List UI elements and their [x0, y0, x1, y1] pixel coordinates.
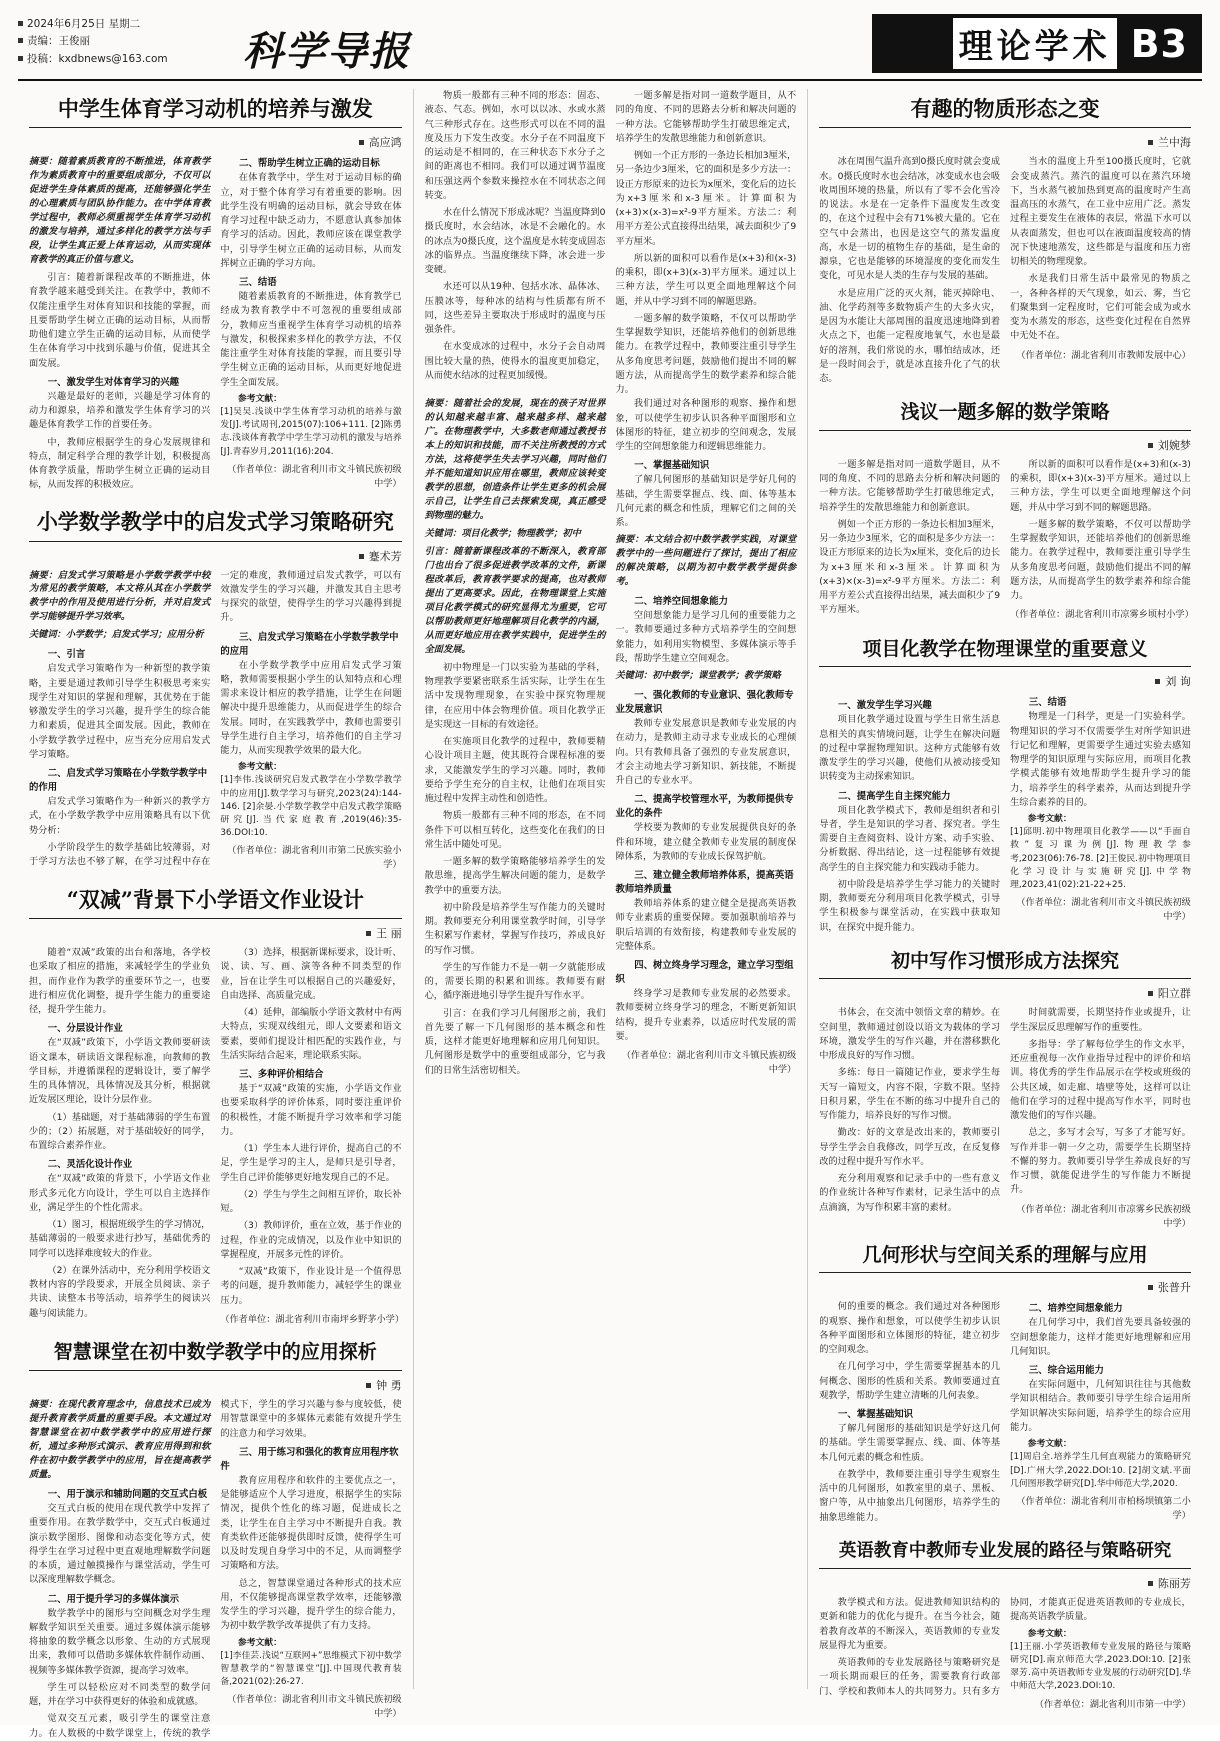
subheading: 一、分层设计作业	[47, 1023, 123, 1035]
intro-keywords: 引言：随着新课程改革的不断深入，教育部门也出台了很多促进教学改革的文件，新课程改革后，教育教学要求的提高，也对教师提出了更高要求。因此，在物理课堂上实施项目化教学模式的研究显得尤为重要，它可以帮助教师更好地理解项目化教学的内涵，从而更好地应用在教学实践中，促进学生的全面发展。	[424, 546, 606, 655]
paragraph: 在几何学习中，我们首先要具备较强的空间想象能力，这样才能更好地理解和应用几何知识。	[1010, 1317, 1191, 1357]
article-geometry-space	[819, 1243, 1191, 1527]
section-code: B3	[1130, 21, 1188, 66]
column-3	[807, 89, 1202, 1710]
paragraph: 我们通过对各种图形的观察、操作和想象，可以使学生初步认识各种平面图形和立体图形的特征，建立初步的空间观念，发展学生的空间想象能力和逻辑思维能力。	[615, 398, 797, 452]
paragraph: 时间就需要，长期坚持作业或提升，让学生深层反思理解写作的重要性。	[1010, 1007, 1191, 1033]
paragraph: 学生可以轻松应对不同类型的数学问题，并在学习中获得更好的体验和成就感。	[29, 1681, 211, 1708]
bullet-icon	[1148, 140, 1153, 145]
paragraph: 随着“双减”政策的出台和落地，各学校也采取了相应的措施，来减轻学生的学业负担，而作业作为教学的重要环节之一，也要进行相应优化调整，提升学生能力的重要途径，提升学生能力。	[29, 947, 211, 1016]
abstract: 摘要：本文结合初中数学教学实践，对课堂教学中的一些问题进行了探讨，提出了相应的解决策略，以期为初中数学教学提供参考。	[615, 534, 797, 588]
author-name: 王 丽	[376, 927, 402, 941]
affiliation: （作者单位：湖北省利川市文斗镇民族初级中学）	[227, 463, 402, 489]
paragraph: 引言：随着新课程改革的不断推进，体育教学越来越受到关注。在教学中，教师不仅能注重学生对体育知识和技能的掌握，而且要帮助学生树立正确的运动目标，从而帮助他们建立学生正确的运动目标，从而使学生在体育学习中找到乐趣与价值，促进其全面发展。	[29, 272, 211, 369]
references-body: [1]吴吴.浅谈中学生体育学习动机的培养与激发[J].考试周刊,2015(07):106+111. [2]陈勇志.浅谈体育教学中学生学习动机的激发与培养[J].青春岁月,2011(16):204.	[220, 406, 402, 457]
paragraph: 在“双减”政策下，小学语文教师要研读语文课本，研读语文课程标准，向教师的教学目标，并遵循课程的逻辑设计，要了解学生的具体情况，具体情况及其分析，根据就近发展区理论，设计分层作业。	[29, 1037, 211, 1106]
paragraph: 总之，智慧课堂通过各种形式的技术应用，不仅能够提高课堂教学效率，还能够激发学生的学习兴趣，提升学生的综合能力，为初中数学教学改革提供了有力支持。	[220, 1577, 402, 1632]
paragraph: 教师专业发展意识是教师专业发展的内在动力，是教师主动寻求专业成长的心理倾向。只有教师具备了强烈的专业发展意识，才会主动地去学习新知识、新技能，不断提升自己的专业水平。	[615, 718, 797, 787]
paragraph: （2）学生与学生之间相互评价，取长补短。	[220, 1188, 402, 1215]
byline	[819, 1575, 1191, 1591]
paragraph: 冰在周围气温升高到0摄氏度时就会变成水。0摄氏度时水也会结冰，冰变成水也会吸收周围环境的热量，所以有了零不会化雪冷的说法。水是在一定条件下温度发生改变的，在这个过程中会有71%被大量的。它在空气中会蒸出，也因是这空气的蒸发温度高，水是一切的植物生存的基础，是生命的源泉，它也是能够的环境湿度的变化而发生变化，可见水是人类的生存与发展的基础。	[819, 156, 1001, 282]
author-name: 刘 询	[1165, 675, 1191, 689]
affiliation: （作者单位：湖北省利川市凉雾乡民族初级中学）	[1016, 1203, 1191, 1229]
author-name: 蹇术芳	[368, 549, 402, 563]
subheading: 二、帮助学生树立正确的运动目标	[239, 158, 380, 170]
references-body: [1]邱明.初中物理项目化教学——以“手面自救”复习课为例[J].物理教学参考,2023(06):76-78. [2]王俊民.初中物理项目化学习设计与实施研究[J].中学物理,2023,41(02):21-22+25.	[1010, 827, 1191, 890]
references	[220, 1637, 401, 1690]
paragraph: 中，教师应根据学生的身心发展规律和特点，制定科学合理的教学计划，积极提高体育教学质量，帮助学生树立正确的运动目标，从而发挥的积极效应。	[29, 436, 211, 491]
references-title: 参考文献：	[237, 1637, 282, 1648]
paragraph: 一题多解的数学策略，不仅可以帮助学生掌握数学知识，还能培养他们的创新思维能力。在教学过程中，教师要注重引导学生从多角度思考问题，鼓励他们提出不同的解题方法，从而提高学生的数学素养和综合能力。	[615, 312, 797, 395]
abstract: 摘要：在现代教育理念中，信息技术已成为提升教育教学质量的重要手段。本文通过对智慧课堂在初中数学教学中的应用进行探析，通过多种形式演示、教育应用得到和软件在初中数学教学中的应用，旨在提高教学质量。	[29, 1399, 211, 1481]
paragraph: 在实际问题中，几何知识往往与其他数学知识相结合。教师要引导学生综合运用所学知识解决实际问题，培养学生的综合应用能力。	[1010, 1379, 1191, 1433]
references-body: [1]王丽.小学英语教师专业发展的路径与策略研究[D].南京师范大学,2023.DOI:10. [2]张翠芳.高中英语教师专业发展的行动研究[D].华中师范大学,2023.DOI:10.	[1010, 1641, 1191, 1692]
paragraph: 一题多解是指对同一道数学题目，从不同的角度、不同的思路去分析和解决问题的一种方法。它能够帮助学生打破思维定式，培养学生的发散思维能力和创新意识。	[615, 90, 797, 144]
headline: 小学数学教学中的启发式学习策略研究	[36, 509, 394, 535]
headline: 浅议一题多解的数学策略	[900, 401, 1110, 424]
byline	[29, 925, 402, 941]
article-column2-top	[425, 89, 797, 1080]
paragraph: 觉双交互元素，吸引学生的课堂注意力。在人数极的中数学课堂上，传统的教学模式下，学生的学习兴趣与参与度较低，使用智慧课堂中的多媒体元素能有效提升学生的注意力和学习效果。	[29, 1399, 402, 1739]
bullet-icon	[1155, 679, 1160, 684]
paragraph: 初中阶段是培养学生写作能力的关键时期。教师要充分利用课堂教学时间，引导学生积累写作素材，掌握写作技巧，养成良好的写作习惯。	[424, 901, 606, 956]
author-name: 高应鸿	[368, 136, 402, 150]
affiliation: （作者单位：湖北省利川市文斗镇民族初级中学）	[227, 1694, 402, 1720]
masthead	[18, 14, 1202, 81]
content-columns	[18, 89, 1202, 1739]
affiliation: （作者单位：湖北省利川市柏杨坝镇第二小学）	[1016, 1495, 1191, 1521]
subheading: 三、建立健全教师培养体系，提高英语教师培养质量	[615, 870, 794, 896]
subheading: 一、引言	[47, 649, 86, 661]
masthead-logo	[233, 14, 872, 75]
references-title: 参考文献：	[237, 393, 282, 404]
paragraph: 基于“双减”政策的实施，小学语文作业也要采取科学的评价体系，同时要注重评价的积极性，才能不断提升学习效率和学习能力。	[220, 1083, 402, 1137]
subheading: 二、用于提升学习的多媒体演示	[47, 1593, 180, 1605]
paragraph: 在实施项目化教学的过程中，教师要精心设计项目主题，使其既符合课程标准的要求，又能激发学生的学习兴趣。同时，教师要给予学生充分的自主权，让他们在项目实施过程中发挥主动性和创造性。	[424, 736, 606, 805]
paragraph: 在教学中，教师要注重引导学生观察生活中的几何图形，如教室里的桌子、黑板、窗户等，从中抽象出几何图形，培养学生的抽象思维能力。	[819, 1468, 1001, 1523]
references-body: [1]周启全.培养学生几何直观能力的策略研究[D].广州大学,2022.DOI:10. [2]胡文斌.平面几何图形教学研究[D].华中师范大学,2020.	[1010, 1452, 1191, 1489]
paragraph: 终身学习是教师专业发展的必然要求。教师要树立终身学习的理念，不断更新知识结构，提升专业素养，以适应时代发展的需要。	[615, 988, 797, 1042]
headline: 初中写作习惯形成方法探究	[891, 949, 1120, 972]
paragraph: 水是应用广泛的灭火剂，能灭掉除电、油、化学药剂等多数物质产生的大多火灾，是因为水能让大部周围的温度迅速地降到着火点之下，也能一定程度地氧气，水也是最好的溶剂，我们常说的水，哪怕结成冰，还是一段时间会于，就是冰直接升化了气的状态。	[819, 287, 1001, 385]
byline	[819, 1279, 1191, 1295]
affiliation: （作者单位：湖北省利川市教师发展中心）	[1016, 349, 1191, 361]
column-1	[18, 89, 413, 1739]
affiliation: （作者单位：湖北省利川市第二民族实验小学）	[227, 845, 402, 871]
subheading: 一、强化教师的专业意识、强化教师专业发展意识	[615, 690, 794, 716]
subheading: 一、掌握基础知识	[634, 460, 710, 472]
paragraph: 物质一般都有三种不同的形态：固态、液态、气态。例如，水可以以冰、水或水蒸气三种形式存在。这些形式可以在不同的温度及压力下发生改变。水分子在不同温度下的运动是不相同的，在三种状态下水分子之间的距离也不相同。我们可以通过调节温度和压强这两个参数来操控水在不同状态之间转变。	[424, 90, 606, 201]
author-name: 兰中海	[1157, 136, 1191, 150]
paragraph: 学生的写作能力不是一朝一夕就能形成的，需要长期的积累和训练。教师要有耐心，循序渐进地引导学生提升写作水平。	[424, 961, 606, 1002]
paragraph: 例如一个正方形的一条边长相加3厘米，另一条边少3厘米，它的面积是多少方法一：设正方形原来的边长为x厘米，变化后的边长为x+3厘米和x-3厘米。计算面积为(x+3)×(x-3)=x²-9平方厘米。方法二：利用平方差公式直接得出结果，减去面积少了9平方厘米。	[819, 518, 1001, 616]
paragraph: 充分利用观察和记录手中的一些有意义的作业统计各种写作素材，记录生活中的点点滴滴，为写作积累丰富的素材。	[819, 1173, 1001, 1213]
affiliation: （作者单位：湖北省利川市文斗镇民族初级中学）	[1016, 897, 1191, 923]
article-matter-states	[819, 95, 1191, 386]
paragraph: 教师培养体系的建立健全是提高英语教师专业素质的重要保障。要加强职前培养与职后培训的有效衔接，构建教师专业发展的完整体系。	[615, 898, 797, 952]
byline	[29, 1377, 402, 1393]
subheading: 二、启发式学习策略在小学数学教学中的作用	[29, 768, 208, 794]
byline	[819, 134, 1191, 150]
headline: 智慧课堂在初中数学教学中的应用探析	[53, 1341, 377, 1364]
subheading: 一、激发学生对体育学习的兴趣	[47, 376, 180, 388]
paragraph: 交互式白板的使用在现代教学中发挥了重要作用。在教学数学中，交互式白板通过演示数学图形、图像和动态变化等方式，使得学生在学习过程中更直观地理解数学问题的本质，通过触摸操作与课堂活动，学生可以深度理解数学概念。	[29, 1503, 211, 1586]
paragraph: 小学阶段学生的数学基础比较薄弱，对于学习方法也不够了解，在学习过程中存在一定的难度，教师通过启发式教学，可以有效激发学生的学习兴趣，并激发其自主思考与探究的欲望，使得学生的学习兴趣得到提升。	[29, 569, 402, 868]
paragraph: 何的重要的概念。我们通过对各种图形的观察、操作和想象，可以使学生初步认识各种平面图形和立体图形的特征，建立初步的空间观念。	[819, 1301, 1001, 1356]
bullet-icon	[366, 931, 371, 936]
article-multi-solution-math	[819, 400, 1194, 622]
byline	[29, 134, 402, 150]
paragraph: 数学教学中的图形与空间概念对学生理解数学知识至关重要。通过多媒体演示能够将抽象的数学概念以形象、生动的方式展现出来，教师可以借助多媒体软件制作动画、视频等多媒体教学资源，提高学习效率。	[29, 1607, 211, 1676]
article-writing-habits	[819, 949, 1191, 1229]
references	[1010, 813, 1191, 892]
article-smart-classroom	[29, 1340, 402, 1740]
paragraph: 一题多解的数学策略能够培养学生的发散思维，提高学生解决问题的能力，是数学教学中的重要方法。	[424, 856, 606, 896]
paragraph: 所以新的面积可以看作是(x+3)和(x-3)的乘积，即(x+3)(x-3)平方厘米。通过以上三种方法，学生可以更全面地理解这个问题，并从中学习到不同的解题思路。	[615, 252, 797, 307]
paragraph: 当水的温度上升至100摄氏度时，它就会变成蒸汽。蒸汽的温度可以在蒸汽环境下，当水蒸气被加热到更高的温度时产生高温高压的水蒸气，在工业中应用广泛。蒸发过程主要发生在液体的表层，常温下水可以从表面蒸发，但也可以在液面温度较高的情况下快速地蒸发，这些都是与温度和压力密切相关的物理现象。	[1010, 156, 1191, 268]
section-name: 理论学术	[953, 18, 1117, 69]
bullet-icon	[18, 21, 23, 26]
subheading: 三、结语	[1028, 697, 1067, 709]
article-homework-design	[29, 886, 405, 1327]
headline: 英语教育中教师专业发展的路径与策略研究	[838, 1541, 1172, 1562]
bullet-icon	[359, 554, 364, 559]
bullet-icon	[1148, 991, 1153, 996]
references-title: 参考文献：	[1027, 1628, 1072, 1639]
abstract: 摘要：随着素质教育的不断推进，体育教学作为素质教育中的重要组成部分，不仅可以促进学生身体素质的提高，还能够强化学生的心理素质与团队协作能力。在中学体育教学过程中，教师必须重视学生体育学习动机的激发与培养，通过多样化的教学方法与手段，让学生真正爱上体育运动，从而实现体育教学的真正价值与意义。	[29, 156, 211, 266]
paragraph: 引言：在我们学习几何图形之前，我们首先要了解一下几何图形的基本概念和性质，这样才能更好地理解和应用几何知识。几何图形是数学中的重要组成部分，它与我们的日常生活密切相关。	[424, 1007, 606, 1076]
byline	[819, 985, 1191, 1001]
headline: “双减”背景下小学语文作业设计	[66, 886, 364, 912]
submission-email: 投稿：kxdbnews@163.com	[27, 52, 168, 65]
subheading: 三、多种评价相结合	[239, 1069, 324, 1081]
references-title: 参考文献：	[237, 762, 282, 773]
paragraph: 书体会，在交流中领悟文章的精妙。在空间里，教师通过创设以语文为载体的学习环境，激发学生的写作兴趣，并在潜移默化中形成良好的写作习惯。	[819, 1007, 1001, 1062]
subheading: 二、培养空间想象能力	[1028, 1303, 1123, 1315]
references-body: [1]李佳芸.浅说“互联网+”思维模式下初中数学智慧教学的“智慧课堂”[J].中国现代教育装备,2021(02):26-27.	[220, 1650, 402, 1688]
paragraph: 初中物理是一门以实验为基础的学科，物理教学要紧密联系生活实际，让学生在生活中发现物理现象，在实验中探究物理规律，在应用中体会物理价值。项目化教学正是实现这一目标的有效途径。	[424, 661, 606, 730]
paragraph: （2）在课外活动中，充分利用学校语文教材内容的学段要求，开展全员阅读、亲子共读、读整本书等活动，培养学生的阅读兴趣与阅读能力。	[29, 1264, 211, 1319]
bullet-icon	[366, 1383, 371, 1388]
keywords: 关键词：项目化教学；物理教学；初中	[424, 528, 581, 540]
abstract: 摘要：随着社会的发展，现在的孩子对世界的认知越来越丰富、越来越多样、越来越广。在物理教学中，大多数老师通过教授书本上的知识和技能，而不关注所教授的方式方法，这将使学生失去学习兴趣，同时他们并不能知道知识应用在哪里，教师应该转变教学的思想，创造条件让学生更多的机会展示自己，让学生自己去探索发现，真正感受到物理的魅力。	[424, 398, 606, 522]
paragraph: 多练：每日一篇随记作业，要求学生每天写一篇短文，内容不限，字数不限。坚持日积月累，学生在不断的练习中提升自己的写作能力，培养良好的写作习惯。	[819, 1067, 1001, 1122]
headline: 几何形状与空间关系的理解与应用	[862, 1243, 1148, 1266]
keywords: 关键词：初中数学；课堂教学；教学策略	[615, 670, 781, 682]
author-name: 钟 勇	[376, 1379, 402, 1393]
headline: 项目化教学在物理课堂的重要意义	[862, 637, 1148, 660]
article-project-physics	[819, 637, 1191, 935]
bullet-icon	[18, 38, 23, 43]
paragraph: 初中阶段是培养学生学习能力的关键时期，教师要充分利用项目化教学模式，引导学生积极参与课堂活动，在实践中获取知识，在探究中提升能力。	[819, 878, 1001, 933]
paragraph: 了解几何图形的基础知识是学好几何的基础，学生需要掌握点、线、面、体等基本几何元素的概念和性质，理解它们之间的关系。	[615, 474, 797, 528]
paragraph: 多指导：学了解每位学生的作文水平，还应重视每一次作业指导过程中的评价和培训。将优秀的学生作品展示在学校或班级的公共区域，如走廊、墙壁等处，这样可以让他们在学习的过程中提高写作水平，同时也激发他们的写作兴趣。	[1010, 1038, 1191, 1122]
bullet-icon	[1148, 1581, 1153, 1586]
paragraph: （3）选择，根据新课标要求，设计听、说、读、写、画、演等各种不同类型的作业，旨在让学生可以根据自己的兴趣爱好，自由选择、高质量完成。	[220, 947, 402, 1001]
bullet-icon	[18, 56, 23, 61]
references	[220, 393, 401, 459]
subheading: 二、培养空间想象能力	[634, 596, 728, 608]
references	[1010, 1628, 1191, 1694]
keywords: 关键词：小学数学；启发式学习；应用分析	[29, 629, 204, 641]
paragraph: 例如一个正方形的一条边长相加3厘米，另一条边少3厘米，它的面积是多少方法一：设正方形原来的边长为x厘米，变化后的边长为x+3厘米和x-3厘米。计算面积为(x+3)×(x-3)=x²-9平方厘米。方法二：利用平方差公式直接得出结果，减去面积少了9平方厘米。	[615, 150, 797, 247]
affiliation: （作者单位：湖北省利川市南坪乡野茅小学）	[220, 1313, 405, 1325]
paragraph: 水还可以从19种、包括水冰、晶体冰、压膜冰等，每种冰的结构与性质都有所不同，这些差异主要取决于形成时的温度与压强条件。	[424, 281, 606, 335]
paragraph: 在小学数学教学中应用启发式学习策略，教师需要根据小学生的认知特点和心理需求来设计相应的教学措施，让学生在问题解决中提升思维能力，从而促进学生的综合发展。同时，在实践教学中，教师也需要引导学生进行自主学习，培养他们的自主学习能力，从而实现教学效果的最大化。	[220, 659, 402, 756]
author-name: 刘婉梦	[1157, 438, 1191, 452]
affiliation: （作者单位：湖北省利川市文斗镇民族初级中学）	[621, 1050, 797, 1076]
references-title: 参考文献：	[1027, 814, 1072, 825]
editor-line: 责编：王俊丽	[27, 35, 90, 48]
paragraph: 项目化教学模式下，教师是组织者和引导者，学生是知识的学习者、探究者。学生需要自主查阅资料、设计方案、动手实验、分析数据、得出结论，这一过程能够有效提高学生的自主探究能力和实践动手能力。	[819, 804, 1001, 873]
subheading: 一、掌握基础知识	[838, 1409, 914, 1421]
paragraph: （1）基础题，对于基础薄弱的学生布置少的；（2）拓展题，对于基础较好的同学，布置综合素养作业。	[29, 1111, 211, 1152]
paragraph: 兴趣是最好的老师，兴趣是学习体育的动力和源泉，培养和激发学生体育学习的兴趣是体育教学工作的首要任务。	[29, 390, 211, 431]
headline: 有趣的物质形态之变	[910, 96, 1100, 121]
column-2	[413, 89, 808, 1689]
references-title: 参考文献：	[1027, 1439, 1072, 1450]
paragraph: 总之，多写才会写，写多了才能写好。写作并非一朝一夕之功，需要学生长期坚持不懈的努力。教师要引导学生养成良好的写作习惯，就能促进学生的写作能力不断提升。	[1010, 1127, 1191, 1196]
paragraph: 一题多解的数学策略，不仅可以帮助学生掌握数学知识，还能培养他们的创新思维能力。在教学过程中，教师要注重引导学生从多角度思考问题，鼓励他们提出不同的解题方法，从而提高学生的数学素养和综合能力。	[1010, 518, 1191, 602]
paragraph: （1）图习，根据班级学生的学习情况，基础薄弱的一般要求进行抄写，基础优秀的同学可以选择难度较大的作业。	[29, 1219, 211, 1259]
paragraph: 所以新的面积可以看作是(x+3)和(x-3)的乘积，即(x+3)(x-3)平方厘米。通过以上三种方法，学生可以更全面地理解这个问题，并从中学习到不同的解题思路。	[1010, 458, 1191, 513]
paragraph: 项目化教学通过设置与学生日常生活息息相关的真实情境问题，让学生在解决问题的过程中掌握物理知识。这种方式能够有效激发学生的学习兴趣，使他们从被动接受知识转变为主动探索知识。	[819, 714, 1001, 783]
paragraph: 学校要为教师的专业发展提供良好的条件和环境，建立健全教师专业发展的制度保障体系，为教师的专业成长保驾护航。	[615, 822, 797, 862]
paragraph: （1）学生本人进行评价，提高自己的不足，学生是学习的主人，是师只是引导者，学生自己评价能够更好地发现自己的不足。	[220, 1143, 402, 1183]
publication-date: 2024年6月25日 星期二	[27, 18, 141, 30]
subheading: 三、综合运用能力	[1028, 1365, 1104, 1377]
references	[1010, 1438, 1191, 1491]
paragraph: 物理是一门科学，更是一门实验科学。物理知识的学习不仅需要学生对所学知识进行记忆和理解，更需要学生通过实验去感知物理学的知识原理与实际应用，而项目化教学模式能够有效地帮助学生提升学习的能力，培养学生的科学素养，从而达到提升学生综合素养的目的。	[1010, 711, 1191, 808]
byline	[29, 548, 402, 564]
article-pe-motivation	[29, 95, 402, 494]
paragraph: 启发式学习策略作为一种新型的教学策略，主要是通过教师引导学生积极思考来实现学生对知识的掌握和理解，其优势在于能够激发学生的学习兴趣，提升学生的综合能力和素质，促进其全面发展。因此，教师在小学数学教学过程中，应当充分应用启发式学习策略。	[29, 663, 211, 760]
affiliation: （作者单位：湖北省利川市凉雾乡顷村小学）	[1010, 609, 1194, 621]
paragraph: 物质一般都有三种不同的形态，在不同条件下可以相互转化，这些变化在我们的日常生活中随处可见。	[424, 810, 606, 850]
paragraph: 水在什么情况下形成冰呢？当温度降到0摄氏度时，水会结冰，冰是不会融化的。水的冰点为0摄氏度，这个温度是水转变成固态冰的临界点。当温度继续下降，冰会进一步变硬。	[424, 207, 606, 275]
author-name: 张普升	[1157, 1281, 1191, 1295]
paragraph: 教育应用程序和软件的主要优点之一，是能够适应个人学习进度，根据学生的实际情况，提供个性化的练习题，促进成长之类，让学生在自主学习中不断提升自我。教育类软件还能够提供即时反馈，使得学生可以及时发现自身学习中的不足，从而调整学习策略和方法。	[220, 1474, 402, 1572]
affiliation: （作者单位：湖北省利川市第一中学）	[1034, 1698, 1191, 1710]
article-project-physics-intro	[425, 397, 797, 1080]
subheading: 三、结语	[239, 277, 277, 289]
bullet-icon	[1148, 443, 1153, 448]
paragraph: 一题多解是指对同一道数学题目，从不同的角度、不同的思路去分析和解决问题的一种方法。它能够帮助学生打破思维定式，培养学生的发散思维能力和创新意识。	[819, 458, 1001, 513]
paragraph: 空间想象能力是学习几何的重要能力之一。教师要通过多种方式培养学生的空间想象能力，如利用实物模型、多媒体演示等手段，帮助学生建立空间观念。	[615, 610, 797, 664]
subheading: 二、提高学生自主探究能力	[838, 790, 951, 802]
byline	[819, 673, 1191, 689]
subheading: 一、用于演示和辅助问题的交互式白板	[47, 1489, 208, 1501]
abstract: 摘要：启发式学习策略是小学数学教学中较为常见的教学策略，本文将从其在小学数学教学中的作用及使用进行分析，并对启发式学习能够提升学习效率。	[29, 569, 211, 623]
paper-title: 科学导报	[243, 28, 411, 75]
paragraph: 勤改：好的文章是改出来的，教师要引导学生学会自我修改，同学互改，在反复修改的过程中提升写作水平。	[819, 1127, 1001, 1167]
paragraph: 在体育教学中，学生对于运动目标的确立，对于整个体育学习有着重要的影响。因此学生没有明确的运动目标，就会导致在体育学习过程中缺乏动力，不愿意认真参加体育学习的活动。因此，教师应该在课堂教学中，引导学生树立正确的运动目标，从而发挥树立正确的学习方向。	[220, 172, 402, 269]
paragraph: 教学模式和方法。促进教师知识结构的更新和能力的优化与提升。在当今社会，随着教育改革的不断深入，英语教师的专业发展显得尤为重要。	[819, 1597, 1001, 1651]
paragraph: 在“双减”政策的背景下，小学语文作业形式多元化方向设计，学生可以自主选择作业，满足学生的个性化需求。	[29, 1173, 211, 1213]
references-body: [1]李伟.浅谈研究启发式教学在小学数学教学中的应用[J].数学学习与研究,2023(24):144-146. [2]余晏.小学数学教学中启发式教学策略研究[J].当代家庭教育,2019(46):35-36.DOI:10.	[220, 775, 402, 839]
headline: 中学生体育学习动机的培养与激发	[57, 96, 373, 121]
article-heuristic-math	[29, 508, 402, 872]
bullet-icon	[1148, 1285, 1153, 1290]
author-name: 陈丽芳	[1157, 1577, 1191, 1591]
subheading: 一、激发学生学习兴趣	[838, 700, 932, 712]
bullet-icon	[359, 140, 364, 145]
paragraph: 随着素质教育的不断推进，体育教学已经成为教育教学中不可忽视的重要组成部分，教师应当重视学生体育学习动机的培养与激发，积极探索多样化的教学方法，不仅能注重学生对体育技能的掌握，而且要引导学生树立正确的运动目标，从而更好地促进学生全面发展。	[220, 291, 402, 388]
author-name: 阳立群	[1157, 987, 1191, 1001]
paragraph: （4）延伸，部编版小学语文教材中有两大特点，实现双线组元，即人文要素和语文要素，要师们提设计相匹配的实践作业，与生活实际结合起来，理论联系实际。	[220, 1007, 402, 1061]
subheading: 三、启发式学习策略在小学数学教学中的应用	[220, 631, 399, 657]
subheading: 二、提高学校管理水平，为教师提供专业化的条件	[615, 794, 794, 820]
references	[220, 761, 401, 840]
paragraph: 水是我们日常生活中最常见的物质之一，各种各样的天气现象，如云、雾，当它们聚集到一定程度时，它们可能会成为或水变为水蒸发的形态，这些变化过程在自然界中无处不在。	[1010, 273, 1191, 342]
article-english-teacher-development	[819, 1540, 1191, 1709]
paragraph: 英语教师的专业发展路径与策略研究是一项长期而艰巨的任务，需要教育行政部门、学校和教师本人的共同努力。只有多方协同，才能真正促进英语教师的专业成长，提高英语教学质量。	[819, 1597, 1191, 1697]
subheading: 四、树立终身学习理念，建立学习型组织	[615, 960, 794, 986]
paragraph: 在几何学习中，学生需要掌握基本的几何概念、图形的性质和关系。教师要通过直观教学，帮助学生建立清晰的几何表象。	[819, 1361, 1001, 1401]
paragraph: “双减”政策下，作业设计是一个值得思考的问题，提升教师能力，减轻学生的课业压力。	[220, 1266, 402, 1306]
byline	[819, 437, 1191, 453]
paragraph: 在水变成冰的过程中，水分子会自动周围比较大量的热，使得水的温度更加稳定，从而使水结冰的过程更加缓慢。	[424, 341, 606, 381]
paragraph: 启发式学习策略作为一种新兴的教学方式，在小学数学教学中应用策略具有以下优势分析：	[29, 796, 211, 836]
section-banner	[872, 14, 1202, 73]
masthead-info	[18, 14, 233, 68]
paragraph: 了解几何图形的基础知识是学好这几何的基础。学生需要掌握点、线、面、体等基本几何元素的概念和性质。	[819, 1423, 1001, 1463]
paragraph: （3）教师评价，重在立效，基于作业的过程，作业的完成情况，以及作业中知识的掌握程度，开展多元性的评价。	[220, 1220, 402, 1260]
subheading: 二、灵活化设计作业	[47, 1159, 133, 1171]
subheading: 三、用于练习和强化的教育应用程序软件	[220, 1446, 399, 1472]
